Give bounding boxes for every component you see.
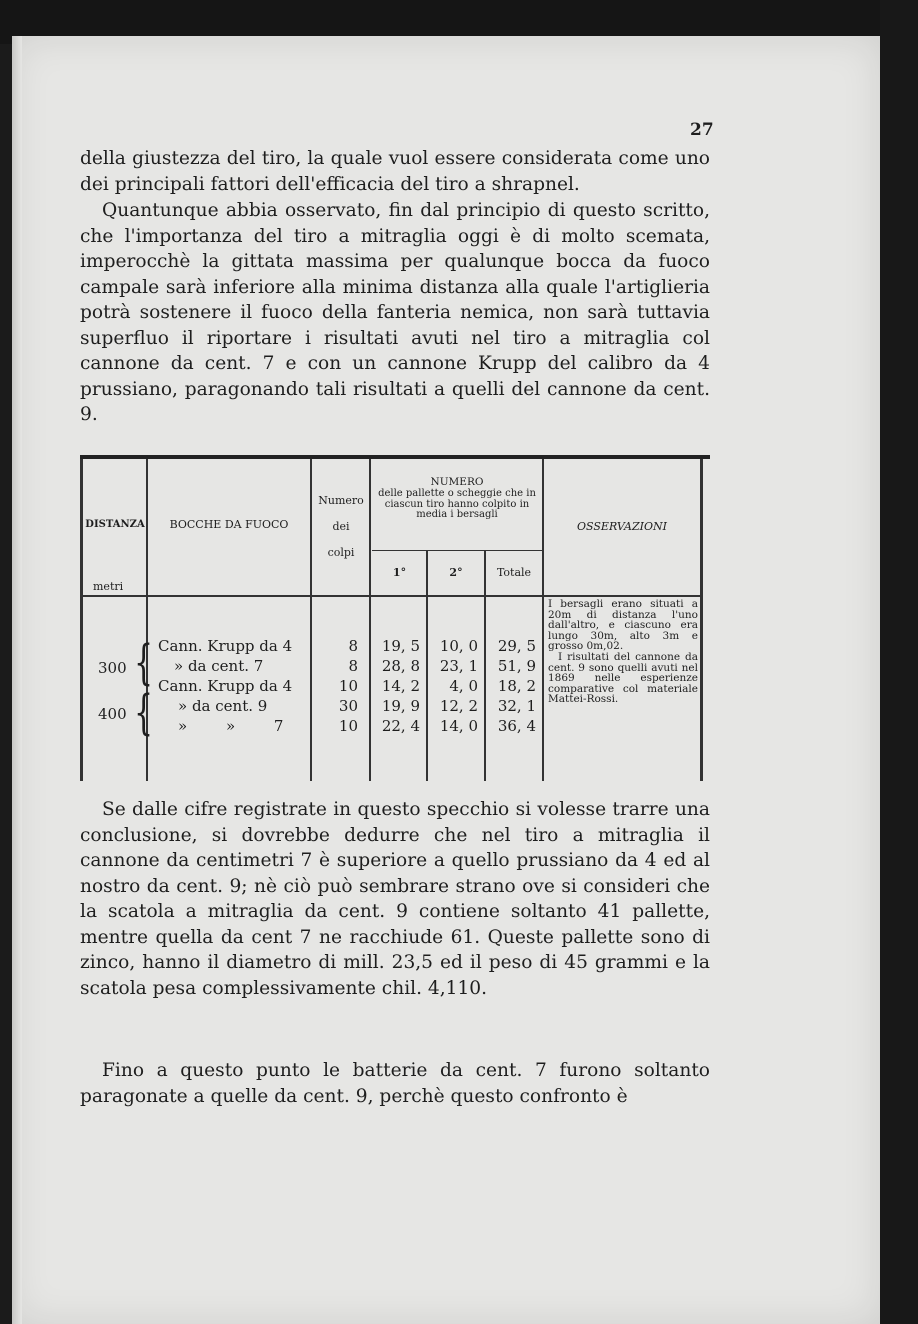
row-totale: 18, 2 [497, 677, 536, 695]
row-bocca: » » 7 [178, 717, 284, 735]
header-metri: metri [93, 580, 124, 593]
row-secondo: 10, 0 [439, 637, 478, 655]
header-distanza: DISTANZA [85, 519, 145, 530]
header-numero-colpi-2: dei [332, 520, 350, 533]
row-colpi: 8 [348, 637, 358, 655]
header-bocche: BOCCHE DA FUOCO [169, 518, 289, 531]
row-totale: 32, 1 [497, 697, 536, 715]
header-col-1: 1° [392, 566, 407, 579]
osservazioni-note-1: I bersagli erano situati a 20m di distanza l'uno dall'altro, e ciascuno era lungo 30m, alto 3m e grosso 0m,02. [548, 598, 698, 653]
row-secondo: 23, 1 [439, 657, 478, 675]
row-bocca: » da cent. 9 [178, 697, 268, 715]
row-colpi: 30 [338, 697, 358, 715]
row-secondo: 12, 2 [439, 697, 478, 715]
row-totale: 29, 5 [497, 637, 536, 655]
paragraph-3: Se dalle cifre registrate in questo specchio si volesse trarre una conclusione, si dovrebbe dedurre che nel tiro a mitraglia il cannone da centimetri 7 è superiore a quello prussiano da 4 ed al nostro da cent. 9; nè ciò può sembrare strano ove si consideri che la scatola a mitraglia da cent. 9 contiene soltanto 41 pallette, mentre quella da cent 7 ne racchiude 61. Queste pallette sono di zinco, hanno il diametro di mill. 23,5 ed il peso di 45 grammi e la scatola pesa complessivamente chil. 4,110. [80, 799, 710, 999]
row-secondo: 4, 0 [449, 677, 478, 695]
row-totale: 36, 4 [497, 717, 536, 735]
paragraph-2: Quantunque abbia osservato, fin dal principio di questo scritto, che l'importanza del tiro a mitraglia oggi è di molto scemata, imperocchè la gittata massima per qualunque bocca da fuoco campale sarà inferiore alla minima distanza alla quale l'artiglieria potrà sostenere il fuoco della fanteria nemica, non sarà tuttavia superfluo il riportare i risultati avuti nel tiro a mitraglia col cannone da cent. 7 e con un cannone Krupp del calibro da 4 prussiano, paragonando tali risultati a quelli del cannone da cent. 9. [80, 200, 710, 425]
row-bocca: Cann. Krupp da 4 [158, 637, 293, 655]
table-top-rule [80, 455, 710, 459]
row-colpi: 10 [338, 717, 358, 735]
row-primo: 19, 9 [381, 697, 420, 715]
row-colpi: 8 [348, 657, 358, 675]
brace-400: { [134, 685, 154, 742]
row-primo: 14, 2 [381, 677, 420, 695]
osservazioni-notes [548, 599, 698, 705]
scan-right-border [880, 0, 918, 1324]
col-divider [369, 459, 371, 781]
header-numero-desc: delle pallette o scheggie che in ciascun tiro hanno colpito in media i bersagli [378, 488, 536, 520]
osservazioni-note-2: I risultati del cannone da cent. 9 sono quelli avuti nel 1869 nelle esperienze comparative col materiale Mattei-Rossi. [548, 650, 698, 706]
row-primo: 22, 4 [381, 717, 420, 735]
header-bottom-rule [80, 595, 702, 597]
header-col-2: 2° [449, 566, 463, 579]
distance-400: 400 [98, 705, 127, 723]
header-numero-colpi-1: Numero [318, 494, 364, 507]
header-col-totale: Totale [496, 566, 532, 579]
col-divider [542, 459, 544, 781]
paragraph-1: della giustezza del tiro, la quale vuol essere considerata come uno dei principali fattori dell'efficacia del tiro a shrapnel. [80, 148, 710, 195]
header-numero-colpi-3: colpi [327, 546, 355, 559]
distance-300: 300 [98, 659, 127, 677]
page-number: 27 [690, 120, 714, 140]
paragraph-4: Fino a questo punto le batterie da cent. 7 furono soltanto paragonate a quelle da cent. 9, perchè questo confronto è [80, 1060, 710, 1107]
row-primo: 19, 5 [381, 637, 420, 655]
table-left-border [80, 459, 83, 781]
brace-300: { [134, 635, 154, 692]
header-osservazioni: OSSERVAZIONI [577, 520, 667, 533]
page-gutter-shadow [12, 36, 22, 1324]
row-bocca: Cann. Krupp da 4 [158, 677, 293, 695]
results-table [80, 455, 710, 783]
row-colpi: 10 [338, 677, 358, 695]
row-totale: 51, 9 [497, 657, 536, 675]
header-numero-title: NUMERO [430, 476, 484, 488]
table-right-border [700, 459, 703, 781]
row-secondo: 14, 0 [439, 717, 478, 735]
subheader-rule [372, 550, 542, 551]
row-primo: 28, 8 [381, 657, 420, 675]
row-bocca: » da cent. 7 [174, 657, 264, 675]
